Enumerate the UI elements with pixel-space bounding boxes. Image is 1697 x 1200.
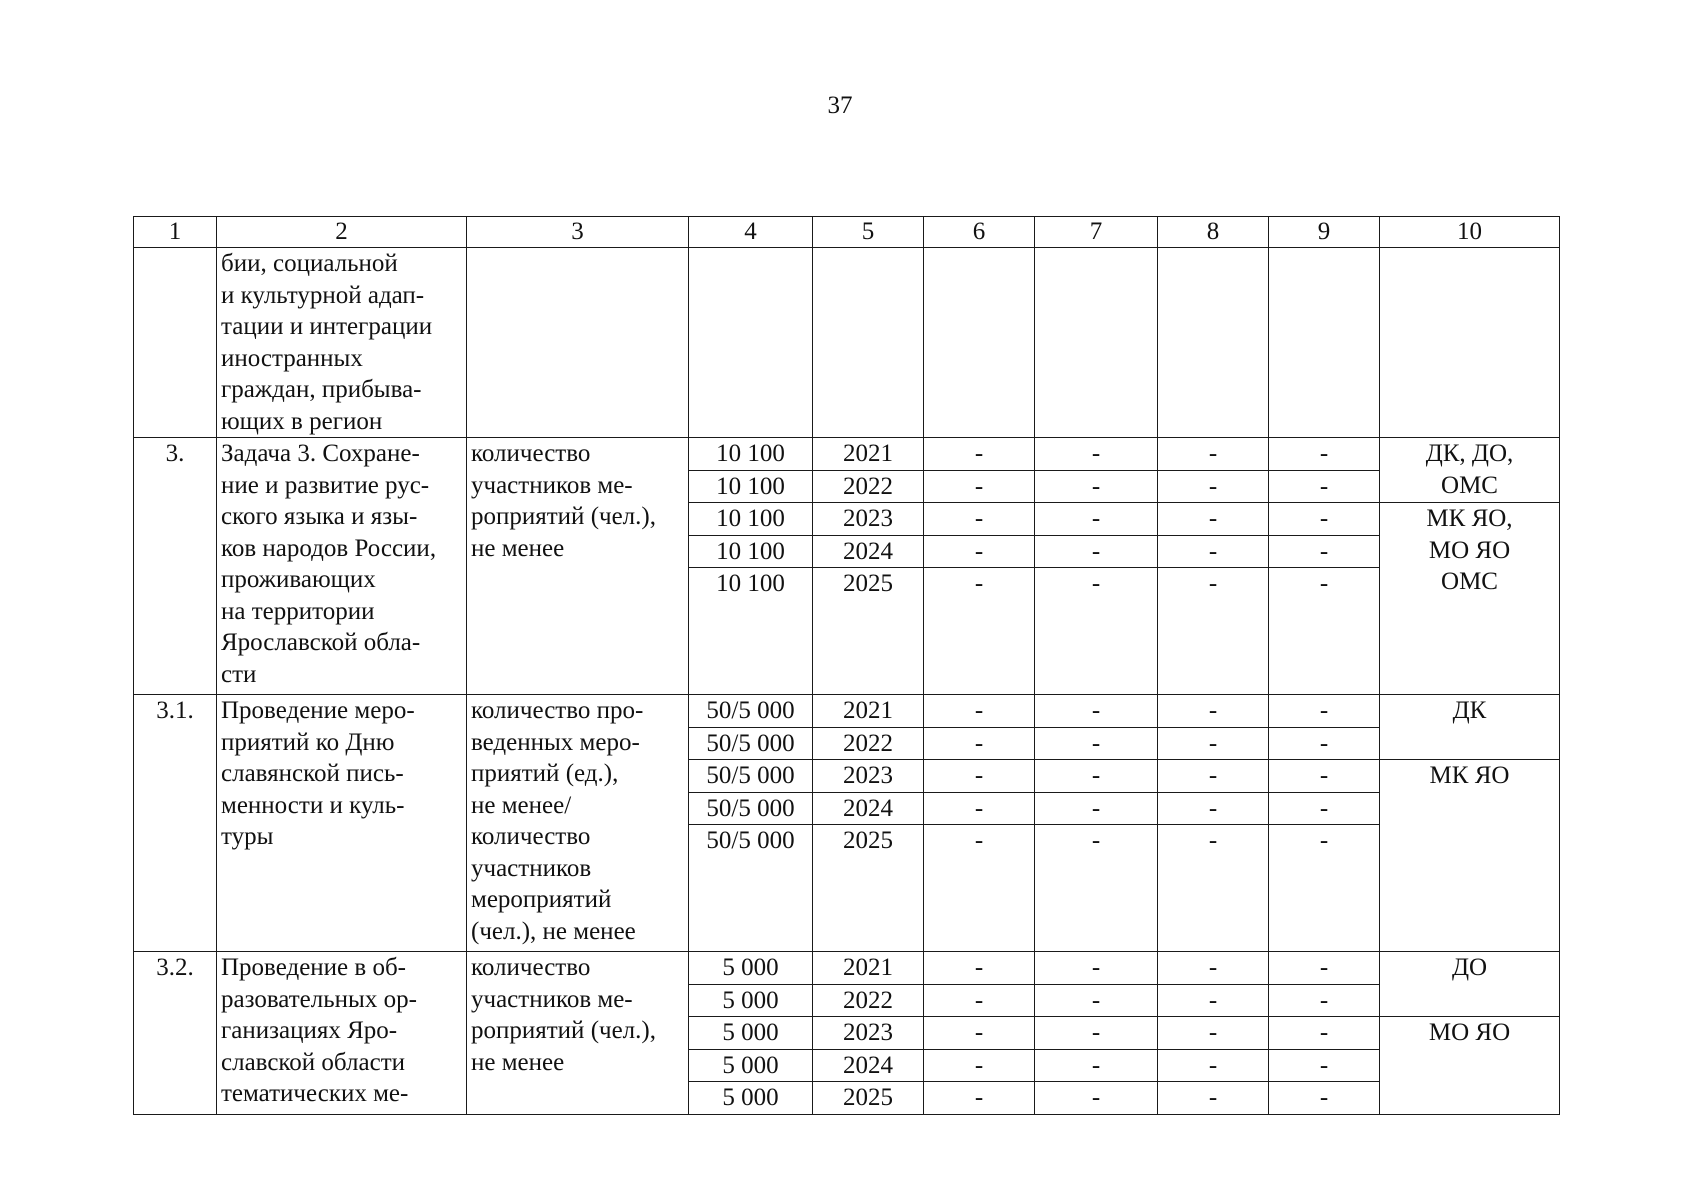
col6-value: - bbox=[924, 727, 1035, 760]
target-value: 5 000 bbox=[689, 1049, 813, 1082]
col7-value: - bbox=[1035, 984, 1158, 1017]
col8-value: - bbox=[1158, 1049, 1269, 1082]
col7-value: - bbox=[1035, 695, 1158, 728]
empty-cell bbox=[924, 248, 1035, 438]
target-value: 50/5 000 bbox=[689, 695, 813, 728]
col7-value: - bbox=[1035, 792, 1158, 825]
column-number-header-row bbox=[134, 217, 1560, 248]
target-value: 5 000 bbox=[689, 952, 813, 985]
col7-value: - bbox=[1035, 1049, 1158, 1082]
col9-value: - bbox=[1269, 984, 1380, 1017]
column-header-6: 6 bbox=[924, 217, 1035, 248]
year: 2023 bbox=[813, 503, 924, 536]
col6-value: - bbox=[924, 952, 1035, 985]
target-value: 50/5 000 bbox=[689, 727, 813, 760]
col8-value: - bbox=[1158, 825, 1269, 952]
col7-value: - bbox=[1035, 503, 1158, 536]
empty-cell bbox=[1269, 248, 1380, 438]
indicator-name: количество про- веденных меро- приятий (ед.), не менее/ количество участников мероприятий (чел.), не менее bbox=[467, 695, 689, 952]
target-value: 10 100 bbox=[689, 535, 813, 568]
col6-value: - bbox=[924, 535, 1035, 568]
col8-value: - bbox=[1158, 438, 1269, 471]
target-value: 10 100 bbox=[689, 568, 813, 695]
col8-value: - bbox=[1158, 535, 1269, 568]
task-name: Задача 3. Сохране- ние и развитие рус- ского языка и язы- ков народов России, проживающих на территории Ярославской обла- сти bbox=[217, 438, 467, 695]
col6-value: - bbox=[924, 760, 1035, 793]
col9-value: - bbox=[1269, 792, 1380, 825]
year: 2022 bbox=[813, 984, 924, 1017]
col9-value: - bbox=[1269, 1082, 1380, 1115]
col8-value: - bbox=[1158, 695, 1269, 728]
responsible-bottom: МО ЯО bbox=[1380, 1017, 1560, 1115]
col6-value: - bbox=[924, 792, 1035, 825]
col9-value: - bbox=[1269, 470, 1380, 503]
target-value: 50/5 000 bbox=[689, 760, 813, 793]
col7-value: - bbox=[1035, 1017, 1158, 1050]
column-header-9: 9 bbox=[1269, 217, 1380, 248]
col9-value: - bbox=[1269, 695, 1380, 728]
table-row bbox=[134, 952, 1560, 985]
empty-cell bbox=[1158, 248, 1269, 438]
column-header-10: 10 bbox=[1380, 217, 1560, 248]
indicator-name: количество участников ме- роприятий (чел.), не менее bbox=[467, 952, 689, 1115]
responsible-top: ДО bbox=[1380, 952, 1560, 1017]
col7-value: - bbox=[1035, 470, 1158, 503]
col6-value: - bbox=[924, 1049, 1035, 1082]
year: 2024 bbox=[813, 1049, 924, 1082]
program-table bbox=[133, 216, 1560, 1115]
continuation-text: бии, социальной и культурной адап- тации и интеграции иностранных граждан, прибыва- ющих в регион bbox=[217, 248, 467, 438]
col8-value: - bbox=[1158, 984, 1269, 1017]
year: 2025 bbox=[813, 1082, 924, 1115]
responsible-bottom: МК ЯО, МО ЯО ОМС bbox=[1380, 503, 1560, 695]
year: 2021 bbox=[813, 438, 924, 471]
col6-value: - bbox=[924, 695, 1035, 728]
empty-cell bbox=[689, 248, 813, 438]
col7-value: - bbox=[1035, 438, 1158, 471]
continuation-row bbox=[134, 248, 1560, 438]
col9-value: - bbox=[1269, 535, 1380, 568]
responsible-bottom: МК ЯО bbox=[1380, 760, 1560, 952]
responsible-top: ДК, ДО, ОМС bbox=[1380, 438, 1560, 503]
col7-value: - bbox=[1035, 825, 1158, 952]
year: 2024 bbox=[813, 792, 924, 825]
col9-value: - bbox=[1269, 952, 1380, 985]
row-number: 3.2. bbox=[134, 952, 217, 1115]
target-value: 10 100 bbox=[689, 503, 813, 536]
target-value: 10 100 bbox=[689, 438, 813, 471]
col9-value: - bbox=[1269, 568, 1380, 695]
year: 2025 bbox=[813, 825, 924, 952]
year: 2024 bbox=[813, 535, 924, 568]
col6-value: - bbox=[924, 825, 1035, 952]
target-value: 5 000 bbox=[689, 984, 813, 1017]
column-header-4: 4 bbox=[689, 217, 813, 248]
col6-value: - bbox=[924, 1017, 1035, 1050]
col9-value: - bbox=[1269, 1049, 1380, 1082]
col8-value: - bbox=[1158, 1017, 1269, 1050]
col8-value: - bbox=[1158, 760, 1269, 793]
column-header-5: 5 bbox=[813, 217, 924, 248]
col6-value: - bbox=[924, 984, 1035, 1017]
task-name: Проведение в об- разовательных ор- ганизациях Яро- славской области тематических ме- bbox=[217, 952, 467, 1115]
row-number: 3.1. bbox=[134, 695, 217, 952]
year: 2025 bbox=[813, 568, 924, 695]
col7-value: - bbox=[1035, 727, 1158, 760]
column-header-7: 7 bbox=[1035, 217, 1158, 248]
year: 2022 bbox=[813, 470, 924, 503]
empty-cell bbox=[467, 248, 689, 438]
col7-value: - bbox=[1035, 952, 1158, 985]
empty-cell bbox=[1380, 248, 1560, 438]
column-header-8: 8 bbox=[1158, 217, 1269, 248]
table-row bbox=[134, 438, 1560, 471]
column-header-2: 2 bbox=[217, 217, 467, 248]
year: 2021 bbox=[813, 952, 924, 985]
target-value: 10 100 bbox=[689, 470, 813, 503]
col8-value: - bbox=[1158, 952, 1269, 985]
responsible-top: ДК bbox=[1380, 695, 1560, 760]
col6-value: - bbox=[924, 568, 1035, 695]
col7-value: - bbox=[1035, 1082, 1158, 1115]
row-number: 3. bbox=[134, 438, 217, 695]
table-row bbox=[134, 695, 1560, 728]
col9-value: - bbox=[1269, 727, 1380, 760]
target-value: 50/5 000 bbox=[689, 825, 813, 952]
empty-cell bbox=[813, 248, 924, 438]
col9-value: - bbox=[1269, 438, 1380, 471]
target-value: 5 000 bbox=[689, 1017, 813, 1050]
col8-value: - bbox=[1158, 503, 1269, 536]
col8-value: - bbox=[1158, 727, 1269, 760]
target-value: 50/5 000 bbox=[689, 792, 813, 825]
col9-value: - bbox=[1269, 503, 1380, 536]
col9-value: - bbox=[1269, 760, 1380, 793]
empty-cell bbox=[1035, 248, 1158, 438]
col7-value: - bbox=[1035, 568, 1158, 695]
column-header-3: 3 bbox=[467, 217, 689, 248]
col8-value: - bbox=[1158, 1082, 1269, 1115]
col6-value: - bbox=[924, 470, 1035, 503]
col8-value: - bbox=[1158, 792, 1269, 825]
col6-value: - bbox=[924, 503, 1035, 536]
year: 2023 bbox=[813, 760, 924, 793]
continuation-num bbox=[134, 248, 217, 438]
year: 2021 bbox=[813, 695, 924, 728]
target-value: 5 000 bbox=[689, 1082, 813, 1115]
col8-value: - bbox=[1158, 470, 1269, 503]
indicator-name: количество участников ме- роприятий (чел.), не менее bbox=[467, 438, 689, 695]
page-number: 37 bbox=[827, 92, 853, 119]
column-header-1: 1 bbox=[134, 217, 217, 248]
year: 2023 bbox=[813, 1017, 924, 1050]
col8-value: - bbox=[1158, 568, 1269, 695]
col9-value: - bbox=[1269, 1017, 1380, 1050]
year: 2022 bbox=[813, 727, 924, 760]
col9-value: - bbox=[1269, 825, 1380, 952]
col6-value: - bbox=[924, 438, 1035, 471]
col7-value: - bbox=[1035, 535, 1158, 568]
col6-value: - bbox=[924, 1082, 1035, 1115]
task-name: Проведение меро- приятий ко Дню славянской пись- менности и куль- туры bbox=[217, 695, 467, 952]
col7-value: - bbox=[1035, 760, 1158, 793]
